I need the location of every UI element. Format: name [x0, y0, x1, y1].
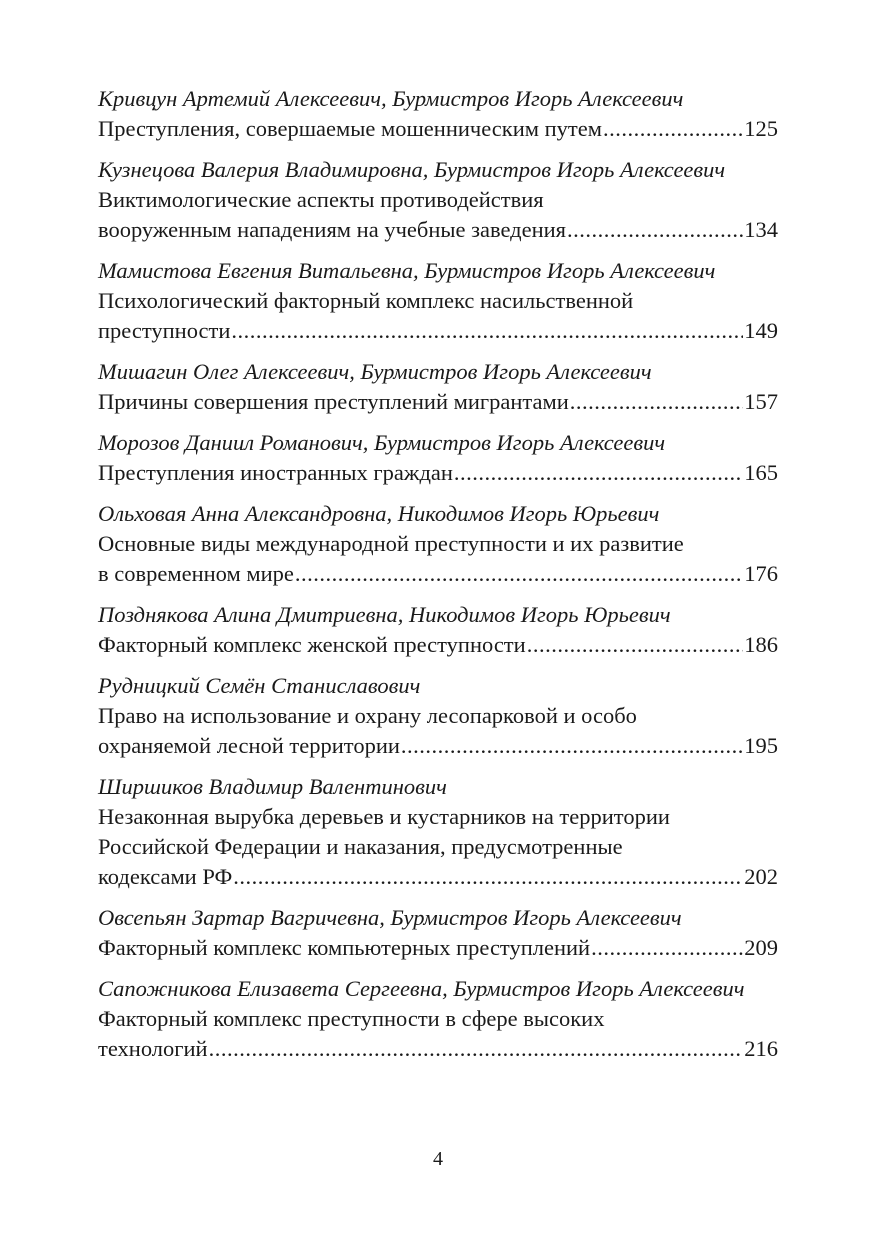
- toc-entry-authors: Морозов Даниил Романович, Бурмистров Игорь Алексеевич: [98, 430, 666, 455]
- toc-entry-authors: Ширшиков Владимир Валентинович: [98, 774, 447, 799]
- toc-entry-leader-line: [98, 387, 778, 417]
- toc-entry-title-last-line: Причины совершения преступлений мигрантами: [98, 389, 569, 414]
- toc-entry-title-line: Психологический факторный комплекс насильственной: [98, 288, 634, 313]
- toc-entry-page: 157: [744, 389, 778, 414]
- toc-entry-title-last-line: кодексами РФ: [98, 864, 233, 889]
- toc-entry-leader-line: [98, 933, 778, 963]
- toc-entry-authors: Кузнецова Валерия Владимировна, Бурмистров Игорь Алексеевич: [98, 157, 726, 182]
- dot-leader: [209, 1034, 744, 1064]
- toc-entry-leader-line: [98, 1034, 778, 1064]
- toc-entry-authors: Рудницкий Семён Станиславович: [98, 673, 421, 698]
- dot-leader: [591, 933, 743, 963]
- toc-entry-leader-line: [98, 559, 778, 589]
- toc-entry: [98, 155, 778, 245]
- toc-entry-authors: Ольховая Анна Александровна, Никодимов Игорь Юрьевич: [98, 501, 660, 526]
- toc-entry-title-last-line: вооруженным нападениям на учебные заведения: [98, 217, 567, 242]
- toc-entry-title-last-line: Факторный комплекс женской преступности: [98, 632, 526, 657]
- toc-entry-authors: Позднякова Алина Дмитриевна, Никодимов Игорь Юрьевич: [98, 602, 671, 627]
- toc-entry: [98, 357, 778, 417]
- toc-entry: [98, 84, 778, 144]
- toc-entry-title-line: Незаконная вырубка деревьев и кустарников на территории: [98, 804, 670, 829]
- dot-leader: [401, 731, 743, 761]
- toc-entry: [98, 600, 778, 660]
- toc-entry-page: 125: [744, 116, 778, 141]
- dot-leader: [603, 114, 743, 144]
- toc-entry-leader-line: [98, 630, 778, 660]
- toc-entry-page: 216: [744, 1036, 778, 1061]
- toc-entry-authors: Кривцун Артемий Алексеевич, Бурмистров Игорь Алексеевич: [98, 86, 684, 111]
- toc-entry-title-last-line: охраняемой лесной территории: [98, 733, 400, 758]
- toc-entry: [98, 256, 778, 346]
- toc-entry-leader-line: [98, 215, 778, 245]
- toc-entry-title-line: Факторный комплекс преступности в сфере высоких: [98, 1006, 605, 1031]
- toc-entry-title-line: Право на использование и охрану лесопарковой и особо: [98, 703, 637, 728]
- dot-leader: [295, 559, 743, 589]
- toc-entry-title-last-line: преступности: [98, 318, 231, 343]
- toc-entry: [98, 903, 778, 963]
- toc-entry-title-last-line: в современном мире: [98, 561, 294, 586]
- toc-entry: [98, 974, 778, 1064]
- toc-entry-title-line: Основные виды международной преступности и их развитие: [98, 531, 684, 556]
- toc-entry-title-line: Российской Федерации и наказания, предусмотренные: [98, 834, 623, 859]
- toc-entry-authors: Мишагин Олег Алексеевич, Бурмистров Игорь Алексеевич: [98, 359, 652, 384]
- toc-entry-authors: Овсепьян Зартар Вагричевна, Бурмистров Игорь Алексеевич: [98, 905, 682, 930]
- dot-leader: [454, 458, 743, 488]
- table-of-contents: [98, 84, 778, 1075]
- toc-entry-page: 149: [744, 318, 778, 343]
- toc-entry-authors: Мамистова Евгения Витальевна, Бурмистров Игорь Алексеевич: [98, 258, 716, 283]
- toc-entry-title-last-line: Факторный комплекс компьютерных преступлений: [98, 935, 591, 960]
- toc-entry: [98, 772, 778, 892]
- toc-entry-leader-line: [98, 731, 778, 761]
- toc-entry-page: 209: [744, 935, 778, 960]
- toc-entry-leader-line: [98, 114, 778, 144]
- toc-entry: [98, 428, 778, 488]
- toc-entry-page: 202: [744, 864, 778, 889]
- toc-entry-title-line: Виктимологические аспекты противодействия: [98, 187, 544, 212]
- toc-entry-title-last-line: Преступления, совершаемые мошенническим путем: [98, 116, 602, 141]
- toc-entry: [98, 671, 778, 761]
- dot-leader: [567, 215, 743, 245]
- toc-entry-page: 176: [744, 561, 778, 586]
- toc-entry-title-last-line: Преступления иностранных граждан: [98, 460, 453, 485]
- toc-entry-leader-line: [98, 458, 778, 488]
- toc-entry-page: 134: [744, 217, 778, 242]
- toc-entry-leader-line: [98, 316, 778, 346]
- toc-entry: [98, 499, 778, 589]
- dot-leader: [233, 862, 743, 892]
- toc-entry-authors: Сапожникова Елизавета Сергеевна, Бурмистров Игорь Алексеевич: [98, 976, 745, 1001]
- toc-entry-page: 186: [744, 632, 778, 657]
- toc-entry-title-last-line: технологий: [98, 1036, 208, 1061]
- dot-leader: [527, 630, 744, 660]
- toc-entry-page: 165: [744, 460, 778, 485]
- toc-entry-leader-line: [98, 862, 778, 892]
- dot-leader: [570, 387, 743, 417]
- toc-entry-page: 195: [744, 733, 778, 758]
- dot-leader: [231, 316, 743, 346]
- page-number: 4: [433, 1148, 443, 1170]
